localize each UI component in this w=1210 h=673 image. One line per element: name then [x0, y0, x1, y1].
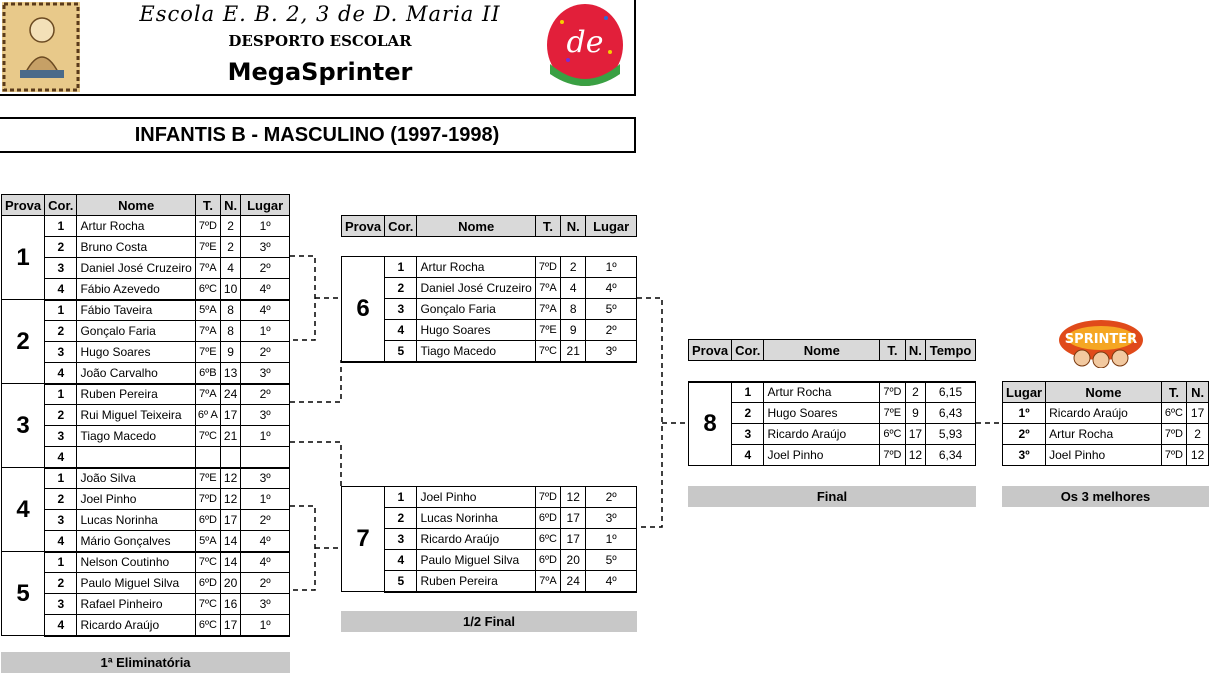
cell-cor: 4 — [385, 550, 417, 571]
cell-lugar: 4º — [241, 531, 290, 552]
cell-cor: 1 — [45, 468, 77, 489]
cell-cor: 2 — [45, 321, 77, 342]
cell-cor: 1 — [45, 552, 77, 573]
cell-nome: Ricardo Araújo — [1046, 403, 1162, 424]
cell-t: 7ºC — [195, 594, 220, 615]
cell-cor: 2 — [385, 278, 417, 299]
cell-t: 7ºD — [195, 216, 220, 237]
table-row — [2, 405, 290, 426]
cell-cor: 2 — [45, 573, 77, 594]
cell-n: 17 — [561, 529, 586, 550]
cell-t: 6ºC — [195, 279, 220, 300]
cell-lugar — [241, 447, 290, 468]
cell-lugar: 4º — [586, 278, 637, 299]
cell-n: 17 — [220, 615, 240, 636]
cell-cor: 2 — [45, 489, 77, 510]
connector-heat3-to-7 — [290, 442, 341, 486]
cell-cor: 4 — [45, 531, 77, 552]
cell-cor: 4 — [45, 363, 77, 384]
cell-n: 14 — [220, 552, 240, 573]
col-lugar: Lugar — [241, 195, 290, 216]
cell-lugar: 1º — [586, 529, 637, 550]
cell-lugar: 2º — [586, 487, 637, 508]
table-row — [2, 510, 290, 531]
col-t: T. — [1161, 382, 1186, 403]
logo-text: de — [566, 25, 604, 60]
cell-n: 12 — [220, 468, 240, 489]
cell-nome: Daniel José Cruzeiro — [417, 278, 535, 299]
cell-lugar: 2º — [241, 342, 290, 363]
col-prova: Prova — [2, 195, 45, 216]
connector-heat4-5 — [290, 506, 315, 590]
cell-cor: 5 — [385, 571, 417, 592]
table-gap — [342, 362, 637, 487]
prova-number: 2 — [2, 300, 45, 384]
cell-t: 7ºE — [535, 320, 560, 341]
cell-cor: 4 — [732, 445, 764, 466]
connector-heat3-to-6 — [290, 360, 341, 402]
col-nome: Nome — [764, 340, 880, 361]
cell-nome: Tiago Macedo — [77, 426, 195, 447]
cell-nome: Gonçalo Faria — [417, 299, 535, 320]
cell-lugar: 1º — [1003, 403, 1046, 424]
cell-lugar: 1º — [241, 426, 290, 447]
table-row — [2, 615, 290, 636]
table-row — [689, 424, 976, 445]
sprinter-logo — [1056, 318, 1146, 368]
cell-cor: 3 — [45, 258, 77, 279]
col-t: T. — [535, 216, 560, 237]
cell-t: 7ºA — [195, 384, 220, 405]
cell-lugar: 4º — [241, 279, 290, 300]
cell-lugar: 1º — [241, 489, 290, 510]
col-n: N. — [561, 216, 586, 237]
cell-n: 2 — [220, 216, 240, 237]
cell-lugar: 2º — [586, 320, 637, 341]
event-title: MegaSprinter — [227, 58, 413, 86]
table-row — [2, 426, 290, 447]
cell-lugar: 4º — [241, 300, 290, 321]
connector-heat1-2 — [290, 256, 315, 340]
cell-lugar: 3º — [241, 237, 290, 258]
table-row — [342, 299, 637, 320]
cell-cor: 1 — [45, 300, 77, 321]
cell-n: 8 — [220, 321, 240, 342]
col-cor: Cor. — [45, 195, 77, 216]
cell-n: 8 — [220, 300, 240, 321]
cell-n: 17 — [220, 510, 240, 531]
cell-n: 12 — [220, 489, 240, 510]
table-row — [2, 258, 290, 279]
cell-nome: Fábio Taveira — [77, 300, 195, 321]
table-row — [342, 571, 637, 592]
cell-lugar: 2º — [241, 573, 290, 594]
cell-lugar: 2º — [241, 384, 290, 405]
cell-cor: 4 — [45, 447, 77, 468]
cell-t: 7ºE — [195, 468, 220, 489]
col-tempo: Tempo — [926, 340, 976, 361]
cell-n: 12 — [905, 445, 925, 466]
col-cor: Cor. — [385, 216, 417, 237]
cell-nome: Artur Rocha — [1046, 424, 1162, 445]
col-prova: Prova — [689, 340, 732, 361]
table-row — [342, 278, 637, 299]
cell-t: 7ºA — [535, 278, 560, 299]
cell-nome: Joel Pinho — [764, 445, 880, 466]
prova-number: 1 — [2, 216, 45, 300]
cell-t: 7ºD — [880, 382, 906, 403]
cell-nome: Paulo Miguel Silva — [77, 573, 195, 594]
col-nome: Nome — [1046, 382, 1162, 403]
desporto-escolar-logo — [544, 2, 626, 88]
cell-lugar: 1º — [241, 615, 290, 636]
page-header — [0, 0, 636, 96]
table-row — [342, 529, 637, 550]
cell-n: 17 — [1187, 403, 1209, 424]
cell-n: 20 — [561, 550, 586, 571]
cell-nome: Gonçalo Faria — [77, 321, 195, 342]
cell-nome: Joel Pinho — [77, 489, 195, 510]
cell-n: 14 — [220, 531, 240, 552]
cell-n: 4 — [220, 258, 240, 279]
table-row — [2, 279, 290, 300]
cell-n: 16 — [220, 594, 240, 615]
table-row — [1003, 403, 1209, 424]
cell-lugar: 2º — [1003, 424, 1046, 445]
cell-nome: Bruno Costa — [77, 237, 195, 258]
best3-footer: Os 3 melhores — [1002, 486, 1209, 507]
cell-nome — [77, 447, 195, 468]
cell-n: 2 — [905, 382, 925, 403]
cell-nome: Fábio Azevedo — [77, 279, 195, 300]
gap-cell — [342, 237, 637, 257]
cell-t: 7ºC — [195, 552, 220, 573]
cell-nome: Ricardo Araújo — [764, 424, 880, 445]
cell-n: 17 — [905, 424, 925, 445]
cell-lugar: 2º — [241, 258, 290, 279]
cell-t: 7ºD — [535, 257, 560, 278]
school-logo — [2, 2, 80, 92]
cell-n: 2 — [561, 257, 586, 278]
cell-t: 6ºC — [880, 424, 906, 445]
cell-n: 10 — [220, 279, 240, 300]
cell-n: 9 — [220, 342, 240, 363]
prova-number: 5 — [2, 552, 45, 636]
cell-t: 6ºD — [195, 510, 220, 531]
table-row — [342, 320, 637, 341]
cell-n: 12 — [1187, 445, 1209, 466]
cell-cor: 4 — [45, 615, 77, 636]
cell-nome: João Carvalho — [77, 363, 195, 384]
cell-cor: 1 — [385, 257, 417, 278]
cell-nome: Joel Pinho — [417, 487, 535, 508]
cell-nome: Artur Rocha — [417, 257, 535, 278]
table-row — [2, 552, 290, 573]
table-row — [2, 447, 290, 468]
cell-lugar: 1º — [241, 216, 290, 237]
cell-cor: 3 — [45, 510, 77, 531]
svg-text:SPRINTER: SPRINTER — [1064, 332, 1138, 347]
department-title: DESPORTO ESCOLAR — [228, 32, 412, 50]
cell-nome: Tiago Macedo — [417, 341, 535, 362]
cell-t: 7ºE — [880, 403, 906, 424]
table-row — [342, 487, 637, 508]
cell-tempo: 6,34 — [926, 445, 976, 466]
cell-nome: Hugo Soares — [417, 320, 535, 341]
cell-t: 7ºC — [195, 426, 220, 447]
cell-lugar: 3º — [241, 594, 290, 615]
cell-n: 2 — [1187, 424, 1209, 445]
cell-n: 9 — [561, 320, 586, 341]
col-nome: Nome — [77, 195, 195, 216]
prova-number: 6 — [342, 257, 385, 362]
table-row — [342, 550, 637, 571]
cell-n: 2 — [220, 237, 240, 258]
col-t: T. — [195, 195, 220, 216]
cell-n: 9 — [905, 403, 925, 424]
table-row — [689, 445, 976, 466]
table-gap — [342, 237, 637, 257]
prova-number: 7 — [342, 487, 385, 592]
cell-cor: 4 — [385, 320, 417, 341]
cell-nome: Ricardo Araújo — [77, 615, 195, 636]
cell-cor: 3 — [45, 594, 77, 615]
cell-nome: Ruben Pereira — [77, 384, 195, 405]
cell-n: 17 — [220, 405, 240, 426]
cell-nome: Artur Rocha — [764, 382, 880, 403]
col-t: T. — [880, 340, 906, 361]
cell-cor: 2 — [732, 403, 764, 424]
cell-n: 24 — [561, 571, 586, 592]
school-name: Escola E. B. 2, 3 de D. Maria II — [139, 2, 501, 26]
table-row — [342, 257, 637, 278]
cell-t — [195, 447, 220, 468]
cell-nome: Daniel José Cruzeiro — [77, 258, 195, 279]
cell-cor: 5 — [385, 341, 417, 362]
cell-t: 5ºA — [195, 300, 220, 321]
prova-number: 3 — [2, 384, 45, 468]
cell-t: 6º A — [195, 405, 220, 426]
cell-t: 7ºA — [535, 571, 560, 592]
cell-lugar: 1º — [586, 257, 637, 278]
cell-lugar: 2º — [241, 510, 290, 531]
cell-nome: Paulo Miguel Silva — [417, 550, 535, 571]
prova-number: 8 — [689, 382, 732, 466]
cell-t: 6ºD — [535, 550, 560, 571]
cell-n: 12 — [561, 487, 586, 508]
cell-n: 4 — [561, 278, 586, 299]
semifinal-footer: 1/2 Final — [341, 611, 637, 632]
cell-cor: 3 — [45, 342, 77, 363]
cell-t: 6ºB — [195, 363, 220, 384]
cell-n: 13 — [220, 363, 240, 384]
cell-t: 7ºD — [1161, 445, 1186, 466]
table-row — [2, 237, 290, 258]
cell-tempo: 5,93 — [926, 424, 976, 445]
table-row — [2, 321, 290, 342]
cell-cor: 1 — [732, 382, 764, 403]
cell-tempo: 6,15 — [926, 382, 976, 403]
cell-t: 7ºA — [535, 299, 560, 320]
table-row — [2, 300, 290, 321]
cell-lugar: 5º — [586, 550, 637, 571]
cell-cor: 1 — [385, 487, 417, 508]
category-title: INFANTIS B - MASCULINO (1997-1998) — [0, 117, 636, 153]
cell-n: 21 — [561, 341, 586, 362]
cell-lugar: 3º — [1003, 445, 1046, 466]
table-row — [2, 573, 290, 594]
table-row — [2, 216, 290, 237]
cell-nome: Hugo Soares — [764, 403, 880, 424]
cell-nome: Ricardo Araújo — [417, 529, 535, 550]
cell-t: 6ºC — [535, 529, 560, 550]
cell-cor: 3 — [732, 424, 764, 445]
cell-t: 7ºE — [195, 237, 220, 258]
gap-cell — [342, 362, 637, 487]
cell-nome: Lucas Norinha — [77, 510, 195, 531]
table-row — [2, 594, 290, 615]
cell-cor: 3 — [45, 426, 77, 447]
cell-nome: Mário Gonçalves — [77, 531, 195, 552]
cell-t: 5ºA — [195, 531, 220, 552]
col-n: N. — [905, 340, 925, 361]
cell-cor: 1 — [45, 384, 77, 405]
cell-t: 6ºD — [195, 573, 220, 594]
cell-n: 21 — [220, 426, 240, 447]
cell-n: 8 — [561, 299, 586, 320]
cell-t: 7ºA — [195, 321, 220, 342]
cell-cor: 2 — [45, 237, 77, 258]
cell-nome: João Silva — [77, 468, 195, 489]
round1-footer: 1ª Eliminatória — [1, 652, 290, 673]
final-table — [688, 339, 976, 466]
cell-lugar: 1º — [241, 321, 290, 342]
cell-t: 7ºD — [195, 489, 220, 510]
cell-n: 24 — [220, 384, 240, 405]
cell-cor: 3 — [385, 299, 417, 320]
cell-t: 6ºC — [195, 615, 220, 636]
col-lugar: Lugar — [586, 216, 637, 237]
table-row — [2, 489, 290, 510]
cell-lugar: 3º — [241, 363, 290, 384]
table-row — [1003, 445, 1209, 466]
cell-lugar: 5º — [586, 299, 637, 320]
final-footer: Final — [688, 486, 976, 507]
connector-semis — [637, 298, 662, 527]
cell-nome: Ruben Pereira — [417, 571, 535, 592]
cell-nome: Artur Rocha — [77, 216, 195, 237]
cell-t: 7ºA — [195, 258, 220, 279]
col-lugar: Lugar — [1003, 382, 1046, 403]
table-gap — [689, 361, 976, 382]
table-row — [2, 468, 290, 489]
col-cor: Cor. — [732, 340, 764, 361]
cell-tempo: 6,43 — [926, 403, 976, 424]
prova-number: 4 — [2, 468, 45, 552]
table-row — [689, 403, 976, 424]
cell-nome: Rafael Pinheiro — [77, 594, 195, 615]
cell-lugar: 3º — [586, 508, 637, 529]
table-row — [1003, 424, 1209, 445]
table-row — [2, 363, 290, 384]
gap-cell — [689, 361, 976, 382]
cell-lugar: 3º — [586, 341, 637, 362]
cell-cor: 3 — [385, 529, 417, 550]
cell-t: 7ºD — [1161, 424, 1186, 445]
table-row — [342, 508, 637, 529]
table-row — [2, 531, 290, 552]
cell-nome: Lucas Norinha — [417, 508, 535, 529]
cell-n — [220, 447, 240, 468]
cell-cor: 1 — [45, 216, 77, 237]
cell-t: 7ºE — [195, 342, 220, 363]
round1-table — [1, 194, 290, 637]
cell-cor: 4 — [45, 279, 77, 300]
cell-lugar: 4º — [241, 552, 290, 573]
col-n: N. — [220, 195, 240, 216]
table-row — [342, 341, 637, 362]
cell-lugar: 3º — [241, 405, 290, 426]
col-nome: Nome — [417, 216, 535, 237]
cell-t: 6ºC — [1161, 403, 1186, 424]
cell-nome: Joel Pinho — [1046, 445, 1162, 466]
cell-n: 20 — [220, 573, 240, 594]
col-n: N. — [1187, 382, 1209, 403]
col-prova: Prova — [342, 216, 385, 237]
cell-lugar: 4º — [586, 571, 637, 592]
cell-nome: Rui Miguel Teixeira — [77, 405, 195, 426]
podium-table — [1002, 381, 1209, 466]
cell-t: 6ºD — [535, 508, 560, 529]
cell-n: 17 — [561, 508, 586, 529]
cell-nome: Hugo Soares — [77, 342, 195, 363]
cell-t: 7ºC — [535, 341, 560, 362]
table-row — [2, 384, 290, 405]
cell-cor: 2 — [45, 405, 77, 426]
cell-t: 7ºD — [880, 445, 906, 466]
cell-lugar: 3º — [241, 468, 290, 489]
cell-nome: Nelson Coutinho — [77, 552, 195, 573]
cell-t: 7ºD — [535, 487, 560, 508]
semifinal-table — [341, 215, 637, 593]
table-row — [689, 382, 976, 403]
cell-cor: 2 — [385, 508, 417, 529]
table-row — [2, 342, 290, 363]
